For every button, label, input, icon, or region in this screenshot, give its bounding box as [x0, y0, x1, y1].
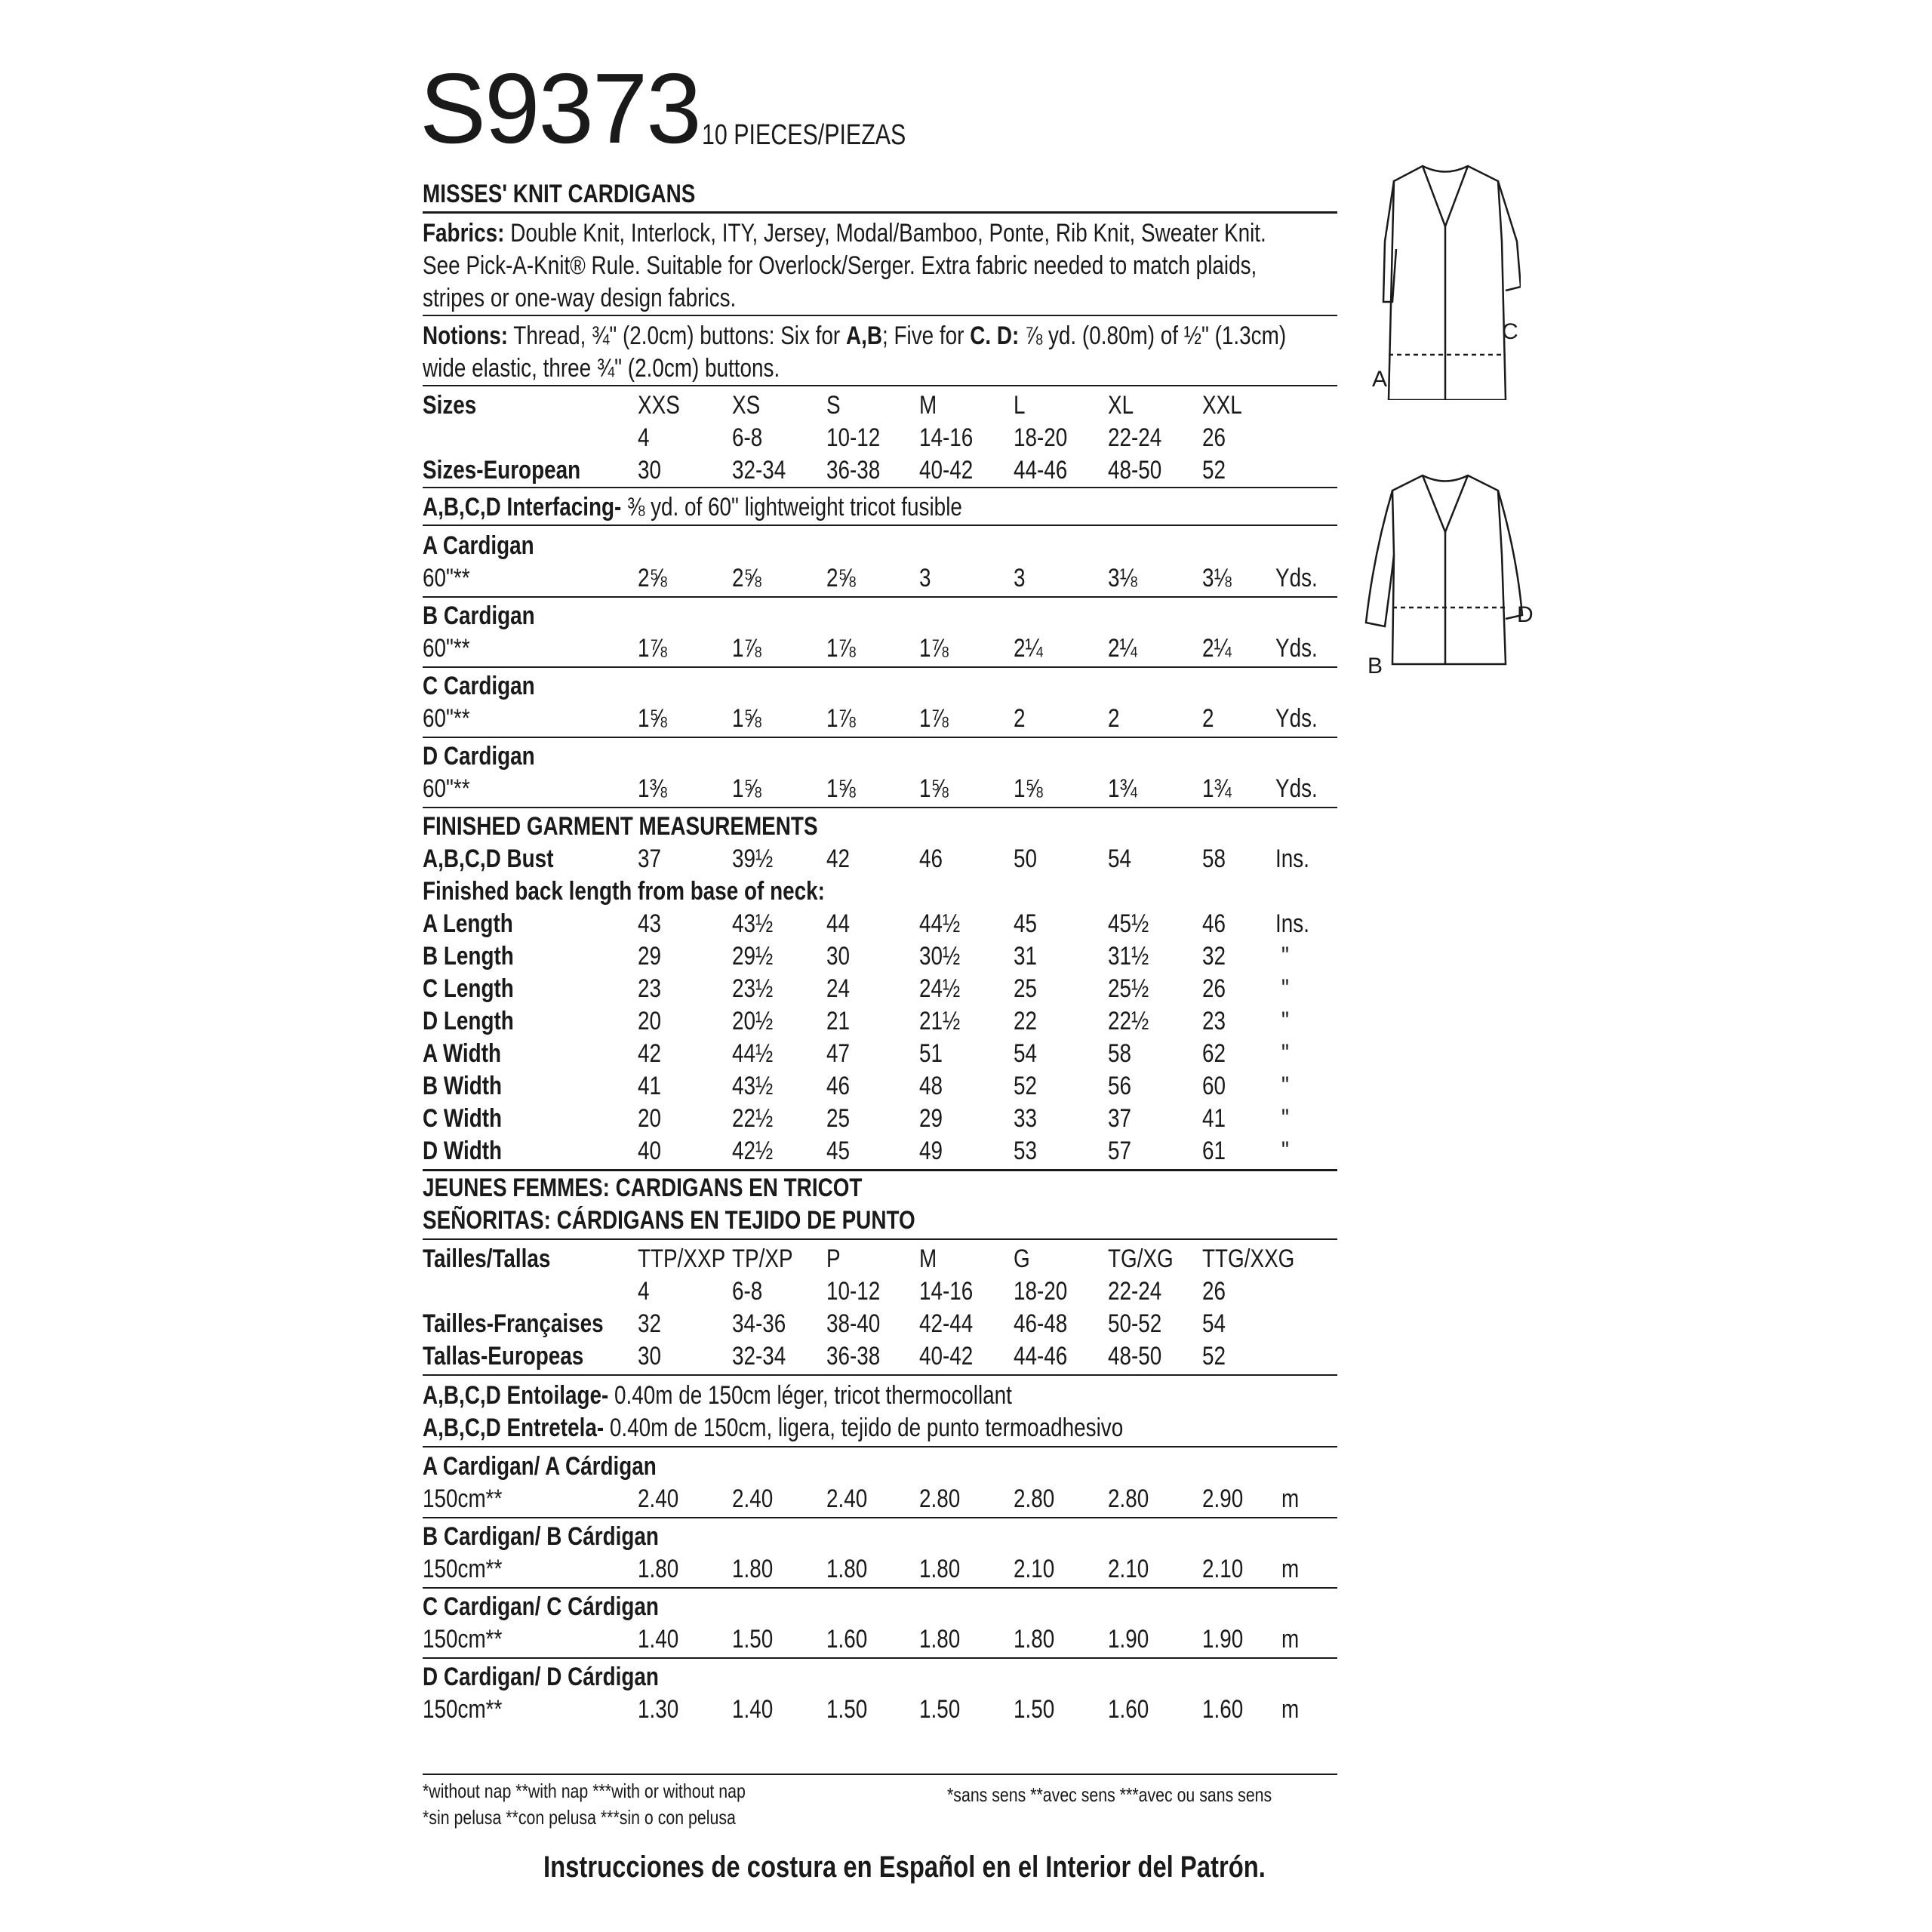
metric-yardage-cell: 1.50 — [732, 1625, 774, 1654]
bust-cell: 58 — [1202, 844, 1226, 873]
fabric-width-label: 60"** — [423, 704, 470, 733]
unit-label: m — [1281, 1695, 1300, 1724]
divider — [423, 315, 1337, 316]
metric-yardage-cell: 1.80 — [638, 1555, 679, 1583]
divider — [423, 1169, 1337, 1171]
measurement-cell: 25½ — [1108, 974, 1149, 1003]
divider — [423, 1446, 1337, 1447]
size-cell: XS — [732, 391, 761, 420]
size-number-cell: 10-12 — [826, 1277, 881, 1306]
yardage-cell: 3 — [1014, 564, 1026, 592]
notions-line-2: wide elastic, three ¾" (2.0cm) buttons. — [423, 354, 780, 383]
measurement-cell: 25 — [1014, 974, 1038, 1003]
metric-yardage-cell: 1.50 — [1014, 1695, 1055, 1724]
view-c-label: C — [1502, 319, 1518, 344]
size-euro-cell: 30 — [638, 456, 662, 485]
measurement-cell: 31½ — [1108, 942, 1149, 971]
size-fr-cell: 32 — [638, 1309, 662, 1338]
metric-yardage-cell: 1.90 — [1108, 1625, 1149, 1654]
metric-yardage-cell: 2.90 — [1202, 1484, 1244, 1513]
size-es-cell: 32-34 — [732, 1342, 786, 1371]
measurement-cell: 46 — [826, 1072, 851, 1100]
divider — [423, 807, 1337, 808]
measurement-cell: 49 — [919, 1137, 943, 1165]
view-a-label: A — [1372, 367, 1388, 392]
metric-yardage-cell: 1.80 — [732, 1555, 774, 1583]
fabrics-label: Fabrics: — [423, 219, 505, 248]
measurement-cell: 42 — [638, 1039, 662, 1068]
entretela-label: A,B,C,D Entretela- — [423, 1414, 605, 1442]
size-cell: TP/XP — [732, 1244, 793, 1273]
size-cell: XL — [1108, 391, 1134, 420]
measurement-cell: 21 — [826, 1007, 851, 1035]
divider — [423, 1238, 1337, 1240]
metric-yardage-cell: 2.10 — [1108, 1555, 1149, 1583]
size-cell: P — [826, 1244, 841, 1273]
measurement-cell: 23 — [638, 974, 662, 1003]
size-number-cell: 26 — [1202, 423, 1226, 452]
yardage-cell: 1⅝ — [638, 704, 667, 733]
size-number-cell: 14-16 — [919, 1277, 974, 1306]
yardage-cell: 1¾ — [1108, 774, 1137, 803]
metric-yardage-cell: 2.80 — [1014, 1484, 1055, 1513]
notions-label: Notions: — [423, 321, 509, 350]
measurement-cell: 31 — [1014, 942, 1038, 971]
measurement-cell: 25 — [826, 1104, 851, 1133]
interfacing-line — [423, 494, 962, 520]
measurement-label: D Length — [423, 1007, 514, 1035]
size-es-cell: 52 — [1202, 1342, 1226, 1371]
interfacing-text: ⅜ yd. of 60" lightweight tricot fusible — [621, 493, 962, 521]
measurement-label: B Width — [423, 1072, 503, 1100]
measurement-cell: 21½ — [919, 1007, 961, 1035]
measurement-cell: 30½ — [919, 942, 961, 971]
notions-views-ab: A,B — [845, 321, 882, 350]
divider — [423, 487, 1337, 488]
finished-measurements-heading: FINISHED GARMENT MEASUREMENTS — [423, 812, 818, 841]
size-number-cell: 26 — [1202, 1277, 1226, 1306]
unit-label: Yds. — [1275, 704, 1318, 733]
measurement-cell: 48 — [919, 1072, 943, 1100]
yardage-cell: 3 — [919, 564, 931, 592]
fabric-width-label: 60"** — [423, 634, 470, 663]
unit-label: " — [1281, 1104, 1289, 1133]
measurement-cell: 20½ — [732, 1007, 774, 1035]
size-es-cell: 44-46 — [1014, 1342, 1068, 1371]
size-number-cell: 22-24 — [1108, 423, 1162, 452]
metric-yardage-view-label: B Cardigan/ B Cárdigan — [423, 1522, 659, 1551]
size-fr-cell: 34-36 — [732, 1309, 786, 1338]
bust-cell: 46 — [919, 844, 943, 873]
size-number-cell: 18-20 — [1014, 423, 1068, 452]
fabric-width-label: 150cm** — [423, 1625, 503, 1654]
yardage-view-label: C Cardigan — [423, 672, 535, 700]
yardage-cell: 1⅝ — [1014, 774, 1043, 803]
measurement-cell: 23½ — [732, 974, 774, 1003]
measurement-label: A Width — [423, 1039, 502, 1068]
size-euro-cell: 44-46 — [1014, 456, 1068, 485]
size-euro-cell: 48-50 — [1108, 456, 1162, 485]
size-cell: L — [1014, 391, 1026, 420]
measurement-cell: 29 — [919, 1104, 943, 1133]
yardage-cell: 3⅛ — [1108, 564, 1137, 592]
metric-yardage-cell: 1.50 — [919, 1695, 961, 1724]
yardage-cell: 1⅞ — [919, 704, 949, 733]
measurement-cell: 61 — [1202, 1137, 1226, 1165]
measurement-cell: 37 — [1108, 1104, 1132, 1133]
measurement-cell: 43½ — [732, 1072, 774, 1100]
unit-label: Ins. — [1275, 909, 1309, 938]
measurement-cell: 47 — [826, 1039, 851, 1068]
metric-yardage-view-label: C Cardigan/ C Cárdigan — [423, 1592, 659, 1621]
nap-notes-es: *sin pelusa **con pelusa ***sin o con pelusa — [423, 1806, 736, 1829]
metric-yardage-cell: 1.80 — [919, 1625, 961, 1654]
metric-yardage-cell: 1.40 — [638, 1625, 679, 1654]
size-cell: TG/XG — [1108, 1244, 1174, 1273]
measurement-cell: 41 — [638, 1072, 662, 1100]
size-cell: G — [1014, 1244, 1030, 1273]
bust-label: A,B,C,D Bust — [423, 844, 554, 873]
pattern-number: S9373 — [420, 53, 700, 164]
divider — [423, 1657, 1337, 1659]
metric-yardage-cell: 1.30 — [638, 1695, 679, 1724]
yardage-cell: 2 — [1202, 704, 1214, 733]
size-es-cell: 48-50 — [1108, 1342, 1162, 1371]
measurement-cell: 43½ — [732, 909, 774, 938]
measurement-label: C Length — [423, 974, 514, 1003]
yardage-cell: 1⅞ — [919, 634, 949, 663]
fabric-width-label: 150cm** — [423, 1555, 503, 1583]
fabrics-text-1: Double Knit, Interlock, ITY, Jersey, Modal/Bamboo, Ponte, Rib Knit, Sweater Knit. — [510, 219, 1266, 248]
tallas-europeas-label: Tallas-Europeas — [423, 1342, 584, 1371]
size-cell: XXL — [1202, 391, 1242, 420]
yardage-cell: 2 — [1108, 704, 1120, 733]
divider — [423, 1374, 1337, 1376]
measurement-cell: 45 — [1014, 909, 1038, 938]
measurement-cell: 53 — [1014, 1137, 1038, 1165]
size-fr-cell: 50-52 — [1108, 1309, 1162, 1338]
nap-notes-fr: *sans sens **avec sens ***avec ou sans sens — [947, 1783, 1272, 1806]
notions-text: ; Five for — [881, 321, 971, 350]
size-number-cell: 4 — [638, 423, 650, 452]
yardage-cell: 1¾ — [1202, 774, 1232, 803]
measurement-cell: 23 — [1202, 1007, 1226, 1035]
metric-yardage-view-label: A Cardigan/ A Cárdigan — [423, 1452, 657, 1481]
measurement-label: A Length — [423, 909, 513, 938]
yardage-cell: 1⅞ — [826, 704, 856, 733]
measurement-cell: 51 — [919, 1039, 943, 1068]
yardage-view-label: D Cardigan — [423, 742, 535, 771]
measurement-cell: 20 — [638, 1104, 662, 1133]
yardage-cell: 2 — [1014, 704, 1026, 733]
product-title: MISSES' KNIT CARDIGANS — [423, 180, 696, 208]
measurement-label: C Width — [423, 1104, 503, 1133]
sizes-label: Sizes — [423, 391, 477, 420]
yardage-cell: 2⅝ — [638, 564, 667, 592]
size-cell: XXS — [638, 391, 680, 420]
metric-yardage-cell: 1.90 — [1202, 1625, 1244, 1654]
metric-yardage-cell: 2.10 — [1014, 1555, 1055, 1583]
measurement-cell: 60 — [1202, 1072, 1226, 1100]
divider — [423, 1774, 1337, 1775]
yardage-cell: 1⅝ — [732, 774, 761, 803]
sizes-european-label: Sizes-European — [423, 456, 581, 485]
entoilage — [423, 1383, 1012, 1408]
measurement-cell: 26 — [1202, 974, 1226, 1003]
unit-label: Yds. — [1275, 774, 1318, 803]
yardage-cell: 2⅝ — [732, 564, 761, 592]
entretela — [423, 1415, 1123, 1441]
divider — [423, 596, 1337, 598]
fabrics-line-1 — [423, 220, 1266, 246]
unit-label: m — [1281, 1484, 1300, 1513]
measurement-cell: 43 — [638, 909, 662, 938]
cardigan-ac-illustration — [1370, 151, 1521, 400]
unit-label: " — [1281, 1039, 1289, 1068]
measurement-cell: 40 — [638, 1137, 662, 1165]
measurement-label: B Length — [423, 942, 514, 971]
spanish-instructions-note: Instrucciones de costura en Español en el Interior del Patrón. — [543, 1850, 1266, 1884]
yardage-cell: 1⅝ — [732, 704, 761, 733]
measurement-cell: 24 — [826, 974, 851, 1003]
yardage-cell: 1⅝ — [826, 774, 856, 803]
divider — [423, 385, 1337, 386]
unit-label: Yds. — [1275, 634, 1318, 663]
unit-label: " — [1281, 1007, 1289, 1035]
bust-cell: 42 — [826, 844, 851, 873]
pieces-count: 10 PIECES/PIEZAS — [702, 119, 906, 151]
size-es-cell: 36-38 — [826, 1342, 881, 1371]
metric-yardage-cell: 2.40 — [826, 1484, 868, 1513]
yardage-view-label: A Cardigan — [423, 531, 534, 560]
size-es-cell: 40-42 — [919, 1342, 974, 1371]
metric-yardage-cell: 2.80 — [919, 1484, 961, 1513]
entretela-text: 0.40m de 150cm, ligera, tejido de punto termoadhesivo — [604, 1414, 1124, 1442]
notions-text: ⅞ yd. (0.80m) of ½" (1.3cm) — [1019, 321, 1287, 350]
measurement-cell: 44 — [826, 909, 851, 938]
size-es-cell: 30 — [638, 1342, 662, 1371]
size-fr-cell: 46-48 — [1014, 1309, 1068, 1338]
notions-text: Thread, ¾" (2.0cm) buttons: Six for — [513, 321, 846, 350]
yardage-cell: 2¼ — [1014, 634, 1043, 663]
fabrics-line-3: stripes or one-way design fabrics. — [423, 284, 737, 312]
measurement-cell: 42½ — [732, 1137, 774, 1165]
cardigan-bd-illustration — [1362, 464, 1528, 668]
size-number-cell: 4 — [638, 1277, 650, 1306]
size-number-cell: 6-8 — [732, 423, 763, 452]
measurement-cell: 56 — [1108, 1072, 1132, 1100]
size-cell: TTG/XXG — [1202, 1244, 1295, 1273]
metric-yardage-cell: 2.40 — [638, 1484, 679, 1513]
metric-yardage-cell: 1.60 — [1108, 1695, 1149, 1724]
size-cell: M — [919, 1244, 937, 1273]
size-cell: TTP/XXP — [638, 1244, 726, 1273]
measurement-cell: 46 — [1202, 909, 1226, 938]
measurement-cell: 32 — [1202, 942, 1226, 971]
size-fr-cell: 54 — [1202, 1309, 1226, 1338]
measurement-cell: 29 — [638, 942, 662, 971]
divider — [423, 211, 1337, 214]
metric-yardage-cell: 1.50 — [826, 1695, 868, 1724]
yardage-cell: 2⅝ — [826, 564, 856, 592]
measurement-cell: 52 — [1014, 1072, 1038, 1100]
fabric-width-label: 150cm** — [423, 1695, 503, 1724]
measurement-cell: 45½ — [1108, 909, 1149, 938]
entoilage-label: A,B,C,D Entoilage- — [423, 1381, 609, 1410]
measurement-cell: 58 — [1108, 1039, 1132, 1068]
metric-yardage-cell: 1.80 — [826, 1555, 868, 1583]
yardage-cell: 1⅝ — [919, 774, 949, 803]
bust-cell: 37 — [638, 844, 662, 873]
size-cell: S — [826, 391, 841, 420]
tailles-label: Tailles/Tallas — [423, 1244, 551, 1273]
divider — [423, 525, 1337, 526]
measurement-cell: 29½ — [732, 942, 774, 971]
divider — [423, 1587, 1337, 1589]
metric-yardage-cell: 1.60 — [1202, 1695, 1244, 1724]
interfacing-label: A,B,C,D Interfacing- — [423, 493, 622, 521]
metric-yardage-cell: 1.80 — [1014, 1625, 1055, 1654]
size-number-cell: 6-8 — [732, 1277, 763, 1306]
measurement-cell: 41 — [1202, 1104, 1226, 1133]
measurement-cell: 44½ — [919, 909, 961, 938]
notions-line-1 — [423, 323, 1286, 349]
metric-yardage-cell: 2.10 — [1202, 1555, 1244, 1583]
metric-yardage-cell: 1.80 — [919, 1555, 961, 1583]
measurement-cell: 54 — [1014, 1039, 1038, 1068]
metric-yardage-view-label: D Cardigan/ D Cárdigan — [423, 1663, 659, 1691]
metric-yardage-cell: 1.40 — [732, 1695, 774, 1724]
metric-yardage-cell: 2.80 — [1108, 1484, 1149, 1513]
bust-cell: 39½ — [732, 844, 774, 873]
measurement-cell: 30 — [826, 942, 851, 971]
size-cell: M — [919, 391, 937, 420]
measurement-cell: 20 — [638, 1007, 662, 1035]
yardage-cell: 3⅛ — [1202, 564, 1232, 592]
unit-label: " — [1281, 1137, 1289, 1165]
measurement-cell: 44½ — [732, 1039, 774, 1068]
title-es: SEÑORITAS: CÁRDIGANS EN TEJIDO DE PUNTO — [423, 1206, 915, 1235]
yardage-cell: 2¼ — [1108, 634, 1137, 663]
yardage-cell: 2¼ — [1202, 634, 1232, 663]
title-fr: JEUNES FEMMES: CARDIGANS EN TRICOT — [423, 1174, 863, 1202]
view-b-label: B — [1367, 654, 1383, 678]
unit-label: m — [1281, 1625, 1300, 1654]
tailles-francaises-label: Tailles-Françaises — [423, 1309, 604, 1338]
measurement-cell: 62 — [1202, 1039, 1226, 1068]
measurement-cell: 45 — [826, 1137, 851, 1165]
nap-notes-en: *without nap **with nap ***with or without nap — [423, 1780, 746, 1802]
unit-label: " — [1281, 974, 1289, 1003]
unit-label: " — [1281, 942, 1289, 971]
size-euro-cell: 52 — [1202, 456, 1226, 485]
size-fr-cell: 38-40 — [826, 1309, 881, 1338]
yardage-cell: 1⅞ — [826, 634, 856, 663]
measurement-cell: 22½ — [1108, 1007, 1149, 1035]
measurement-cell: 57 — [1108, 1137, 1132, 1165]
fabrics-line-2: See Pick-A-Knit® Rule. Suitable for Overlock/Serger. Extra fabric needed to match plaids, — [423, 251, 1257, 280]
bust-cell: 50 — [1014, 844, 1038, 873]
unit-label: Ins. — [1275, 844, 1309, 873]
measurement-cell: 22 — [1014, 1007, 1038, 1035]
divider — [423, 737, 1337, 738]
fabric-width-label: 150cm** — [423, 1484, 503, 1513]
view-d-label: D — [1517, 602, 1534, 627]
metric-yardage-cell: 1.60 — [826, 1625, 868, 1654]
size-number-cell: 22-24 — [1108, 1277, 1162, 1306]
entoilage-text: 0.40m de 150cm léger, tricot thermocollant — [608, 1381, 1012, 1410]
size-fr-cell: 42-44 — [919, 1309, 974, 1338]
metric-yardage-cell: 2.40 — [732, 1484, 774, 1513]
size-number-cell: 18-20 — [1014, 1277, 1068, 1306]
size-euro-cell: 32-34 — [732, 456, 786, 485]
size-number-cell: 10-12 — [826, 423, 881, 452]
yardage-cell: 1⅞ — [732, 634, 761, 663]
measurement-cell: 33 — [1014, 1104, 1038, 1133]
size-euro-cell: 40-42 — [919, 456, 974, 485]
measurement-label: D Width — [423, 1137, 503, 1165]
bust-cell: 54 — [1108, 844, 1132, 873]
divider — [423, 1517, 1337, 1518]
yardage-cell: 1⅞ — [638, 634, 667, 663]
back-length-heading: Finished back length from base of neck: — [423, 877, 825, 906]
fabric-width-label: 60"** — [423, 564, 470, 592]
size-euro-cell: 36-38 — [826, 456, 881, 485]
yardage-cell: 1⅜ — [638, 774, 667, 803]
unit-label: m — [1281, 1555, 1300, 1583]
notions-views-cd: C. D: — [970, 321, 1020, 350]
size-number-cell: 14-16 — [919, 423, 974, 452]
measurement-cell: 24½ — [919, 974, 961, 1003]
unit-label: " — [1281, 1072, 1289, 1100]
yardage-view-label: B Cardigan — [423, 601, 535, 630]
divider — [423, 666, 1337, 668]
fabric-width-label: 60"** — [423, 774, 470, 803]
unit-label: Yds. — [1275, 564, 1318, 592]
measurement-cell: 22½ — [732, 1104, 774, 1133]
